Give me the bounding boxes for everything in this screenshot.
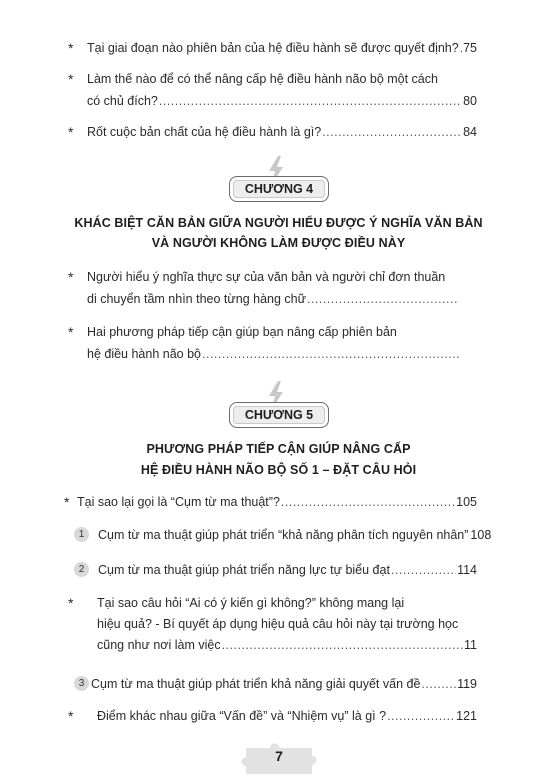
dot-leader: [322, 124, 462, 140]
toc-entry-title-cont: có chủ đích?: [87, 94, 158, 108]
toc-entry-title: Tại sao câu hỏi “Ai có ý kiến gì không?” không mang lại: [97, 596, 405, 610]
toc-entry-title: Điểm khác nhau giữa “Vấn đề” và “Nhiệm vụ” là gì ?: [97, 709, 387, 723]
toc-entry-title-cont: cũng như nơi làm việc: [97, 638, 221, 652]
toc-entry-title-cont: hiệu quả? - Bí quyết áp dụng hiệu quả câu hỏi này tại trường học: [97, 617, 459, 631]
toc-page-number: 11: [464, 638, 477, 652]
chapter-5-title-line2: HỆ ĐIỀU HÀNH NÃO BỘ SỐ 1 – ĐẶT CÂU HỎI: [140, 463, 417, 477]
toc-entry-title: Cụm từ ma thuật giúp phát triển khả năng giải quyết vấn đề: [91, 677, 421, 691]
dot-leader: [391, 562, 456, 578]
asterisk-bullet-icon: *: [68, 124, 74, 140]
toc-entry-title: Cụm từ ma thuật giúp phát triển “khả năng phân tích nguyên nhân”: [98, 528, 469, 542]
dot-leader: [421, 676, 456, 692]
asterisk-bullet-icon: *: [68, 708, 74, 724]
dot-leader: [387, 708, 455, 724]
number-badge-2: 2: [74, 562, 89, 577]
toc-entry-title: Hai phương pháp tiếp cận giúp bạn nâng cấp phiên bản: [87, 325, 397, 339]
chapter-5-badge: [229, 402, 329, 430]
asterisk-bullet-icon: *: [68, 324, 74, 340]
toc-page-number: 105: [456, 495, 477, 509]
toc-page-number: 75: [463, 41, 477, 55]
asterisk-bullet-icon: *: [68, 71, 74, 87]
asterisk-bullet-icon: *: [68, 595, 74, 611]
asterisk-bullet-icon: *: [68, 269, 74, 285]
toc-page-number: 80: [463, 94, 477, 108]
toc-page-number: 84: [463, 125, 477, 139]
chapter-5-label: CHƯƠNG 5: [229, 402, 329, 428]
toc-entry-title: Tại sao lại gọi là “Cụm từ ma thuật”?: [77, 495, 280, 509]
number-badge-3: 3: [74, 676, 89, 691]
chapter-5-title-line1: PHƯƠNG PHÁP TIẾP CẬN GIÚP NÂNG CẤP: [146, 442, 411, 456]
toc-page-number: 121: [456, 709, 477, 723]
chapter-4-title-line1: KHÁC BIỆT CĂN BẢN GIỮA NGƯỜI HIỂU ĐƯỢC Ý NGHĨA VĂN BẢN: [74, 216, 483, 230]
dot-leader: [460, 40, 462, 56]
toc-page-number: 114: [457, 563, 477, 577]
dot-leader: [202, 346, 459, 362]
toc-entry-title: Tại giai đoạn nào phiên bản của hệ điều hành sẽ được quyết định?: [87, 41, 459, 55]
toc-page-number: 108: [470, 528, 492, 542]
chapter-4-label: CHƯƠNG 4: [229, 176, 329, 202]
toc-entry-title-cont: di chuyển tầm nhìn theo từng hàng chữ: [87, 292, 306, 306]
dot-leader: [281, 494, 455, 510]
number-badge-1: 1: [74, 527, 89, 542]
dot-leader: [307, 291, 459, 307]
page-number: 7: [275, 748, 283, 764]
chapter-4-badge: [229, 176, 329, 204]
chapter-4-title-line2: VÀ NGƯỜI KHÔNG LÀM ĐƯỢC ĐIỀU NÀY: [151, 236, 406, 250]
toc-page-number: 119: [457, 677, 477, 691]
asterisk-bullet-icon: *: [64, 494, 70, 510]
toc-entry-title: Cụm từ ma thuật giúp phát triển năng lực tự biểu đạt: [98, 563, 390, 577]
toc-entry-title-cont: hệ điều hành não bộ: [87, 347, 201, 361]
toc-entry-title: Rốt cuộc bản chất của hệ điều hành là gì?: [87, 125, 322, 139]
dot-leader: [222, 637, 463, 653]
toc-entry-title: Người hiểu ý nghĩa thực sự của văn bản và người chỉ đơn thuần: [87, 270, 446, 284]
asterisk-bullet-icon: *: [68, 40, 74, 56]
dot-leader: [159, 93, 462, 109]
toc-entry-title: Làm thế nào để có thể nâng cấp hệ điều hành não bộ một cách: [87, 72, 438, 86]
